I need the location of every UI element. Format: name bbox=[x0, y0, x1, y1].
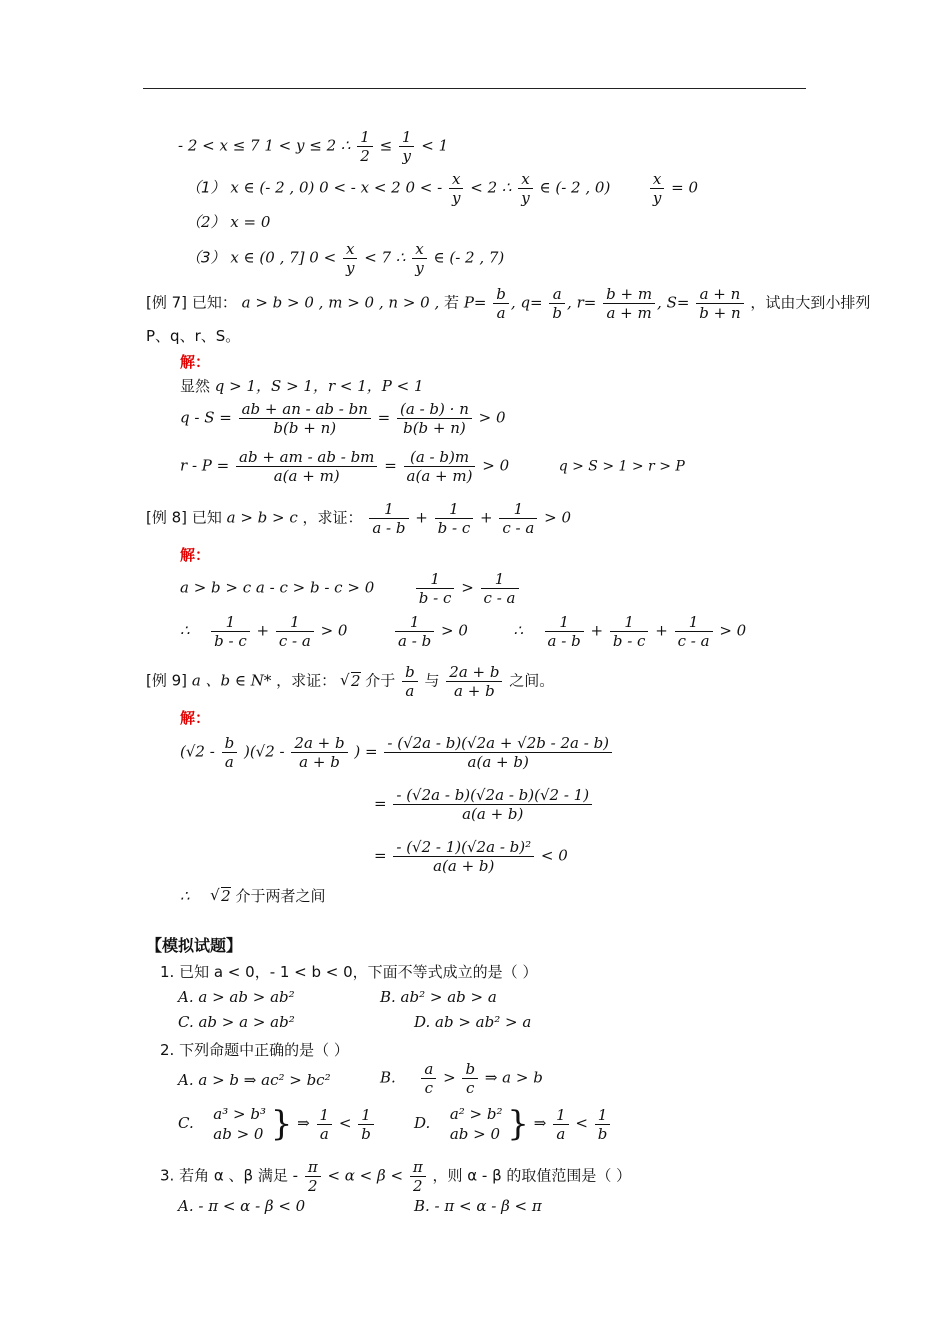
frac-num: x bbox=[449, 170, 463, 189]
frac-den: a - b bbox=[398, 632, 432, 650]
condition-line: a³ > b³ bbox=[213, 1105, 266, 1123]
comma: , bbox=[657, 293, 662, 312]
case-label: （3） bbox=[186, 248, 226, 267]
frac-den: b bbox=[552, 304, 563, 322]
fraction-a-over-c bbox=[421, 1060, 436, 1097]
frac-num: 1 bbox=[399, 128, 415, 147]
fraction bbox=[369, 500, 408, 537]
gt-sign: > bbox=[461, 578, 474, 597]
fraction-b-over-c bbox=[462, 1060, 478, 1097]
sqrt-radicand: 2 bbox=[350, 671, 361, 690]
frac-num: x bbox=[650, 170, 664, 189]
fraction-x-over-y bbox=[343, 240, 357, 277]
fraction-x-over-y bbox=[449, 170, 463, 207]
fraction bbox=[395, 613, 434, 650]
eq-tail: > 0 bbox=[482, 456, 510, 475]
expr-part: )(√2 - bbox=[243, 742, 285, 761]
fraction-b-over-a bbox=[222, 734, 238, 771]
frac-num: ab + an - ab - bn bbox=[239, 400, 371, 419]
frac-num: (a - b) · n bbox=[397, 400, 472, 419]
implies-symbol: ⇒ bbox=[533, 1114, 547, 1132]
eq-sign: = bbox=[530, 293, 543, 312]
option-label: B. bbox=[380, 1068, 396, 1087]
example-9-row-3 bbox=[374, 838, 568, 875]
question-3-option-a: A. - π < α - β < 0 bbox=[178, 1197, 306, 1215]
frac-num: b bbox=[462, 1060, 478, 1079]
fraction-pi-over-2 bbox=[305, 1158, 321, 1195]
fraction-s bbox=[696, 285, 743, 322]
frac-num: 1 bbox=[545, 613, 584, 632]
question-3-option-b: B. - π < α - β < π bbox=[414, 1197, 542, 1215]
expr-part: (√2 - bbox=[180, 742, 215, 761]
frac-den: c - a bbox=[502, 519, 535, 537]
frac-num: - (√2 - 1)(√2a - b)² bbox=[393, 838, 534, 857]
frac-num: π bbox=[410, 1158, 426, 1177]
frac-num: (a - b)m bbox=[404, 448, 476, 467]
frac-den: b(b + n) bbox=[273, 419, 337, 437]
example-text: 之间。 bbox=[509, 671, 555, 690]
fraction-r bbox=[603, 285, 655, 322]
conclusion-text: 介于两者之间 bbox=[235, 887, 326, 905]
var-s: S bbox=[666, 293, 677, 312]
frac-den: y bbox=[521, 189, 530, 207]
frac-num: 1 bbox=[499, 500, 537, 519]
eq-sign: = bbox=[676, 293, 690, 312]
example-label: [例 9] bbox=[146, 671, 188, 690]
frac-den: y bbox=[652, 189, 662, 207]
example-condition: q > 1，S > 1，r < 1，P < 1 bbox=[214, 377, 424, 395]
frac-den: c bbox=[466, 1079, 475, 1097]
implies-symbol: ⇒ bbox=[297, 1114, 310, 1132]
header-rule bbox=[143, 88, 806, 89]
frac-num: 1 bbox=[595, 1106, 611, 1125]
line-case-3 bbox=[186, 240, 504, 277]
example-8-step-2 bbox=[180, 613, 746, 650]
example-9-statement bbox=[146, 663, 554, 700]
example-7-line-2 bbox=[146, 326, 240, 346]
frac-num: 1 bbox=[481, 570, 519, 589]
plus-sign: + bbox=[415, 508, 428, 527]
expr-part: ) = bbox=[354, 742, 378, 761]
frac-num: 1 bbox=[416, 570, 455, 589]
frac-den: a bbox=[556, 1124, 566, 1143]
option-label: C. bbox=[178, 1114, 194, 1132]
example-text: 显然 bbox=[180, 377, 211, 395]
fraction bbox=[276, 613, 314, 650]
frac-num: 1 bbox=[211, 613, 250, 632]
range-tail: < 1 bbox=[421, 136, 449, 155]
frac-den: a + b bbox=[454, 682, 495, 700]
frac-den: b - c bbox=[612, 632, 646, 650]
question-3 bbox=[160, 1158, 631, 1195]
fraction-1-over-a bbox=[553, 1106, 569, 1143]
fraction bbox=[481, 570, 519, 607]
frac-den: a(a + m) bbox=[273, 467, 340, 485]
eq-tail: < 0 bbox=[540, 846, 568, 865]
frac-num: 1 bbox=[357, 128, 373, 147]
frac-num: 1 bbox=[276, 613, 314, 632]
frac-den: a(a + b) bbox=[467, 753, 529, 771]
condition-line: ab > 0 bbox=[213, 1125, 264, 1143]
question-2-option-a: A. a > b ⇒ ac² > bc² bbox=[178, 1071, 331, 1089]
therefore-symbol: ∴ bbox=[513, 621, 523, 640]
fraction bbox=[675, 613, 713, 650]
therefore-symbol: ∴ bbox=[180, 621, 190, 640]
fraction-1-over-b bbox=[595, 1106, 611, 1143]
solution-label: 解： bbox=[180, 709, 211, 727]
eq-sign: = bbox=[374, 794, 387, 813]
frac-num: x bbox=[518, 170, 532, 189]
frac-den: 2 bbox=[360, 147, 370, 165]
line-case-1 bbox=[186, 170, 698, 207]
frac-den: c - a bbox=[677, 632, 710, 650]
frac-den: 2 bbox=[412, 1177, 423, 1195]
frac-den: a(a + b) bbox=[462, 805, 524, 823]
example-label: [例 8] bbox=[146, 508, 188, 527]
equation-r-minus-p bbox=[180, 448, 685, 485]
frac-den: a - b bbox=[372, 519, 406, 537]
therefore-symbol: ∴ bbox=[180, 887, 190, 905]
frac-num: x bbox=[343, 240, 357, 259]
condition-stack bbox=[213, 1104, 266, 1144]
frac-num: b bbox=[402, 663, 418, 682]
section-title: 【模拟试题】 bbox=[146, 936, 243, 955]
lt-sign: < bbox=[338, 1114, 352, 1132]
frac-den: b bbox=[361, 1124, 371, 1143]
case-label: （1） bbox=[186, 178, 226, 197]
frac-den: a bbox=[224, 753, 234, 771]
example-text: ，试由大到小排列 bbox=[750, 293, 871, 312]
eq-sign: = bbox=[473, 293, 487, 312]
solution-label: 解： bbox=[180, 353, 211, 371]
frac-num: b bbox=[222, 734, 238, 753]
eq-prefix: r - P = bbox=[180, 456, 230, 475]
question-1: 1. 已知 a < 0，- 1 < b < 0，下面不等式成立的是（ ） bbox=[160, 963, 538, 981]
frac-num: a bbox=[421, 1060, 436, 1079]
example-text: 已知： bbox=[191, 293, 237, 312]
order-result: q > S > 1 > r > P bbox=[558, 458, 685, 475]
fraction-b-over-a bbox=[402, 663, 418, 700]
question-text: 3. 若角 α 、β 满足 - bbox=[160, 1166, 299, 1185]
frac-num: π bbox=[305, 1158, 321, 1177]
plus-sign: + bbox=[256, 621, 270, 640]
example-text: P、q、r、S。 bbox=[146, 327, 241, 345]
frac-num: 1 bbox=[395, 613, 434, 632]
lt-sign: < bbox=[575, 1114, 588, 1132]
comma: , bbox=[510, 293, 516, 312]
frac-num: - (√2a - b)(√2a - b)(√2 - 1) bbox=[393, 786, 592, 805]
fraction-1-over-b bbox=[358, 1106, 374, 1143]
frac-num: b bbox=[493, 285, 509, 304]
frac-num: 2a + b bbox=[291, 734, 347, 753]
example-text: ，求证： bbox=[276, 671, 337, 690]
fraction-a-over-b bbox=[549, 285, 565, 322]
line-case-2 bbox=[186, 212, 270, 232]
example-condition: a > b > c bbox=[226, 508, 298, 527]
frac-den: c - a bbox=[278, 632, 311, 650]
solution-label: 解： bbox=[180, 546, 211, 564]
frac-num: 1 bbox=[610, 613, 649, 632]
example-7-obvious bbox=[180, 376, 424, 396]
question-2-option-c bbox=[178, 1104, 376, 1144]
equation-q-minus-s bbox=[180, 400, 506, 437]
case-1-text: x ∈ (- 2 , 0) 0 < - x < 2 0 < - bbox=[230, 178, 443, 197]
condition-stack bbox=[450, 1104, 503, 1144]
question-text: < α < β < bbox=[327, 1166, 404, 1185]
frac-den: a(a + b) bbox=[433, 857, 495, 875]
example-text: 与 bbox=[424, 671, 440, 690]
question-2-option-d bbox=[414, 1104, 612, 1144]
question-1-option-c: C. ab > a > ab² bbox=[178, 1013, 295, 1031]
example-condition: a 、b ∈ N* bbox=[191, 671, 272, 690]
question-1-option-a: A. a > ab > ab² bbox=[178, 988, 295, 1006]
eq-prefix: q - S = bbox=[180, 408, 232, 427]
question-1-option-b: B. ab² > ab > a bbox=[380, 988, 497, 1006]
frac-num: 1 bbox=[675, 613, 713, 632]
case-3-text: x ∈ (0 , 7] 0 < bbox=[230, 248, 337, 267]
question-1-option-d: D. ab > ab² > a bbox=[414, 1013, 532, 1031]
fraction bbox=[446, 663, 502, 700]
example-9-conclusion bbox=[180, 886, 325, 906]
plus-sign: + bbox=[480, 508, 493, 527]
fraction-x-over-y bbox=[518, 170, 532, 207]
plus-sign: + bbox=[655, 621, 668, 640]
eq-tail: > 0 bbox=[440, 621, 468, 640]
frac-den: b - c bbox=[214, 632, 247, 650]
example-text: ，求证： bbox=[302, 508, 363, 527]
fraction bbox=[239, 400, 371, 437]
var-q: q bbox=[520, 293, 531, 312]
frac-num: ab + am - ab - bm bbox=[236, 448, 377, 467]
fraction-pi-over-2 bbox=[410, 1158, 426, 1195]
eq-sign: = bbox=[583, 293, 597, 312]
le-symbol: ≤ bbox=[379, 136, 393, 155]
case-3-text-c: ∈ (- 2 , 7) bbox=[433, 248, 505, 267]
case-1-text-b: < 2 ∴ bbox=[470, 178, 512, 197]
question-2: 2. 下列命题中正确的是（ ） bbox=[160, 1041, 349, 1059]
eq-sign: = bbox=[377, 408, 391, 427]
frac-den: c - a bbox=[483, 589, 516, 607]
gt-sign: > bbox=[443, 1068, 456, 1087]
fraction bbox=[236, 448, 377, 485]
example-condition: a > b > 0 , m > 0 , n > 0 , bbox=[241, 293, 440, 312]
frac-den: a bbox=[405, 682, 415, 700]
frac-num: 1 bbox=[553, 1106, 569, 1125]
question-text: ，则 α - β 的取值范围是（ ） bbox=[432, 1166, 632, 1185]
frac-den: b - c bbox=[437, 519, 471, 537]
frac-den: 2 bbox=[307, 1177, 318, 1195]
fraction-half bbox=[357, 128, 373, 165]
plus-sign: + bbox=[590, 621, 604, 640]
frac-den: a(a + m) bbox=[406, 467, 473, 485]
frac-den: y bbox=[345, 259, 355, 277]
frac-den: b bbox=[597, 1124, 608, 1143]
line-range-xy bbox=[178, 128, 448, 165]
example-7-statement bbox=[146, 285, 870, 322]
eq-tail: > 0 bbox=[478, 408, 506, 427]
frac-den: a bbox=[319, 1124, 329, 1143]
example-label: [例 7] bbox=[146, 293, 188, 312]
question-2-option-b bbox=[380, 1060, 543, 1097]
var-r: r bbox=[576, 293, 584, 312]
fraction-x-over-y bbox=[650, 170, 664, 207]
frac-num: a + n bbox=[696, 285, 743, 304]
comma: , bbox=[567, 293, 572, 312]
frac-num: 1 bbox=[358, 1106, 374, 1125]
example-text: 若 bbox=[444, 293, 460, 312]
fraction-x-over-y bbox=[412, 240, 426, 277]
eq-sign: = bbox=[384, 456, 397, 475]
fraction bbox=[291, 734, 347, 771]
range-text: - 2 < x ≤ 7 1 < y ≤ 2 ∴ bbox=[178, 136, 351, 155]
fraction-1-over-y bbox=[399, 128, 415, 165]
frac-num: 1 bbox=[369, 500, 408, 519]
frac-den: a + m bbox=[606, 304, 652, 322]
var-p: P bbox=[463, 293, 474, 312]
fraction bbox=[416, 570, 455, 607]
frac-den: a - b bbox=[547, 632, 581, 650]
condition-line: ab > 0 bbox=[449, 1125, 501, 1143]
fraction bbox=[499, 500, 537, 537]
example-8-statement bbox=[146, 500, 571, 537]
fraction-1-over-a bbox=[317, 1106, 333, 1143]
fraction bbox=[393, 838, 534, 875]
right-brace-icon: } bbox=[270, 1104, 293, 1144]
option-tail: ⇒ a > b bbox=[484, 1068, 543, 1087]
sqrt-radicand: 2 bbox=[221, 887, 231, 905]
frac-den: y bbox=[451, 189, 461, 207]
frac-den: b + n bbox=[699, 304, 741, 322]
right-brace-icon: } bbox=[507, 1104, 529, 1144]
fraction bbox=[404, 448, 476, 485]
example-9-row-1 bbox=[180, 734, 614, 771]
frac-den: b(b + n) bbox=[403, 419, 466, 437]
example-8-step-1 bbox=[180, 570, 521, 607]
frac-den: a + b bbox=[299, 753, 340, 771]
fraction bbox=[211, 613, 250, 650]
example-text: 已知 bbox=[191, 508, 222, 527]
frac-num: 1 bbox=[435, 500, 474, 519]
frac-den: c bbox=[424, 1079, 434, 1097]
frac-den: b - c bbox=[418, 589, 452, 607]
case-3-text-b: < 7 ∴ bbox=[364, 248, 406, 267]
sqrt-2 bbox=[341, 671, 361, 691]
case-1-text-d: = 0 bbox=[671, 178, 699, 197]
frac-num: - (√2a - b)(√2a + √2b - 2a - b) bbox=[384, 734, 612, 753]
frac-den: y bbox=[402, 147, 411, 165]
example-text: 介于 bbox=[365, 671, 396, 690]
fraction bbox=[610, 613, 649, 650]
frac-num: x bbox=[412, 240, 426, 259]
eq-sign: = bbox=[374, 846, 387, 865]
fraction bbox=[435, 500, 474, 537]
condition-line: a² > b² bbox=[449, 1105, 503, 1123]
frac-num: a bbox=[549, 285, 565, 304]
frac-num: b + m bbox=[603, 285, 655, 304]
eq-tail: > 0 bbox=[320, 621, 348, 640]
eq-tail: > 0 bbox=[719, 621, 747, 640]
fraction bbox=[545, 613, 584, 650]
step-text: a > b > c a - c > b - c > 0 bbox=[180, 578, 375, 597]
fraction bbox=[393, 786, 592, 823]
frac-den: y bbox=[415, 259, 424, 277]
fraction bbox=[397, 400, 472, 437]
eq-tail: > 0 bbox=[544, 508, 572, 527]
fraction-b-over-a bbox=[493, 285, 509, 322]
case-2-text: （2） x = 0 bbox=[186, 213, 271, 231]
example-9-row-2 bbox=[374, 786, 594, 823]
frac-num: 2a + b bbox=[446, 663, 502, 682]
frac-den: a bbox=[496, 304, 506, 322]
sqrt-2 bbox=[211, 886, 231, 906]
option-label: D. bbox=[414, 1114, 431, 1132]
frac-num: 1 bbox=[317, 1106, 333, 1125]
case-1-text-c: ∈ (- 2 , 0) bbox=[539, 178, 611, 197]
fraction bbox=[384, 734, 612, 771]
